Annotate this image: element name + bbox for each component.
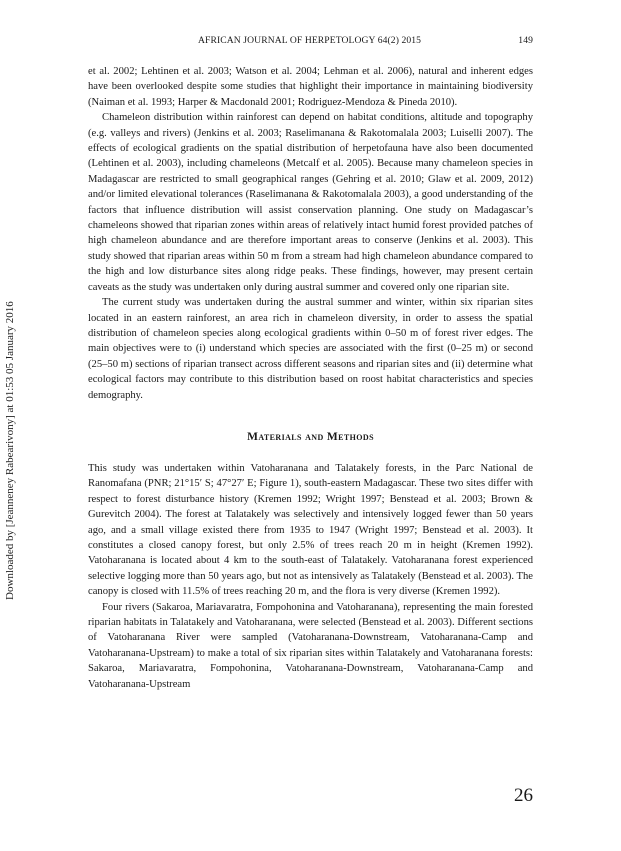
paragraph: This study was undertaken within Vatoharanana and Talatakely forests, in the Parc National de Ranomafana (PNR; 21°15′ S; 47°27′ E; Figure 1), south-eastern Madagascar. These two sites differ with respect to forest disturbance history (Kremen 1992; Wright 1997; Benstead et al. 2003; Brown & Gurevitch 2004). The forest at Talatakely was selectively and intensively logged fewer than 50 years ago, and a small village existed there from 1935 to 1947 (Wright 1997; Benstead et al. 2003). It constitutes a closed canopy forest, but only 2.5% of trees reach 20 m in height (Kremen 1992). Vatoharanana is located about 4 km to the south-east of Talatakely. Vatoharanana forest experienced selective logging more than 50 years ago, but not as intensively as Talatakely (Benstead et al. 2003). The canopy is closed with 11.5% of trees reaching 20 m, and the flora is very diverse (Kremen 1992).	[88, 462, 533, 598]
paragraph: et al. 2002; Lehtinen et al. 2003; Watson et al. 2004; Lehman et al. 2006), natural and inherent edges have been overlooked despite some studies that highlight their importance in maintaining biodiversity (Naiman et al. 1993; Harper & Macdonald 2001; Rodriguez-Mendoza & Pineda 2010).	[88, 66, 533, 108]
paragraph: The current study was undertaken during the austral summer and winter, within six riparian sites located in an eastern rainforest, an area rich in chameleon diversity, in order to assess the spatial distribution of chameleon species along ecological gradients within 0–50 m of forest river edges. The main objectives were to (i) understand which species are associated with the first (0–25 m) or second (25–50 m) sections of riparian transect across different seasons and riparian sites and (ii) determine what ecological factors may contribute to this distribution based on roost habitat characteristics and species demography.	[88, 297, 533, 401]
page-number: 149	[518, 35, 533, 46]
article-body	[88, 64, 533, 692]
paragraph: Chameleon distribution within rainforest can depend on habitat conditions, altitude and topography (e.g. valleys and rivers) (Jenkins et al. 2003; Raselimanana & Rakotomalala 2003; Luiselli 2007). The effects of ecological gradients on the spatial distribution of herpetofauna have also been documented (Lehtinen et al. 2003), including chameleons (Metcalf et al. 2005). Because many chameleon species in Madagascar are restricted to small geographical ranges (Gehring et al. 2010; Glaw et al. 2009, 2012) and/or limited elevational tolerances (Raselimanana & Rakotomalala 2003), a good understanding of the factors that influence distribution will assist conservation planning. One study on Madagascar’s chameleons showed that riparian zones within areas of relatively intact humid forest provided patches of high chameleon abundance and are therefore important areas to conserve (Jenkins et al. 2003). This study showed that riparian areas within 50 m from a stream had high chameleon abundance compared to the high and low disturbance sites along ridge peaks. These findings, however, may present certain caveats as the study was undertaken only during austral summer and covered only one riparian site.	[88, 112, 533, 293]
download-note: Downloaded by [Jeanneney Rabearivony] at 01:53 05 January 2016	[4, 301, 16, 600]
section-heading: Materials and Methods	[247, 430, 374, 443]
journal-title: AFRICAN JOURNAL OF HERPETOLOGY 64(2) 2015	[198, 35, 422, 46]
paragraph: Four rivers (Sakaroa, Mariavaratra, Fompohonina and Vatoharanana), representing the main forested riparian habitats in Talatakely and Vatoharanana, were selected (Benstead et al. 2003). Different sections of Vatoharanana River were sampled (Vatoharanana-Downstream, Vatoharanana-Camp and Vatoharanana-Upstream) to make a total of six riparian sites within Talatakely and Vatoharanana forests: Sakaroa, Mariavaratra, Fompohonina, Vatoharanana-Downstream, Vatoharanana-Camp and Vatoharanana-Upstream	[88, 601, 533, 690]
stamp-number: 26	[514, 785, 533, 806]
